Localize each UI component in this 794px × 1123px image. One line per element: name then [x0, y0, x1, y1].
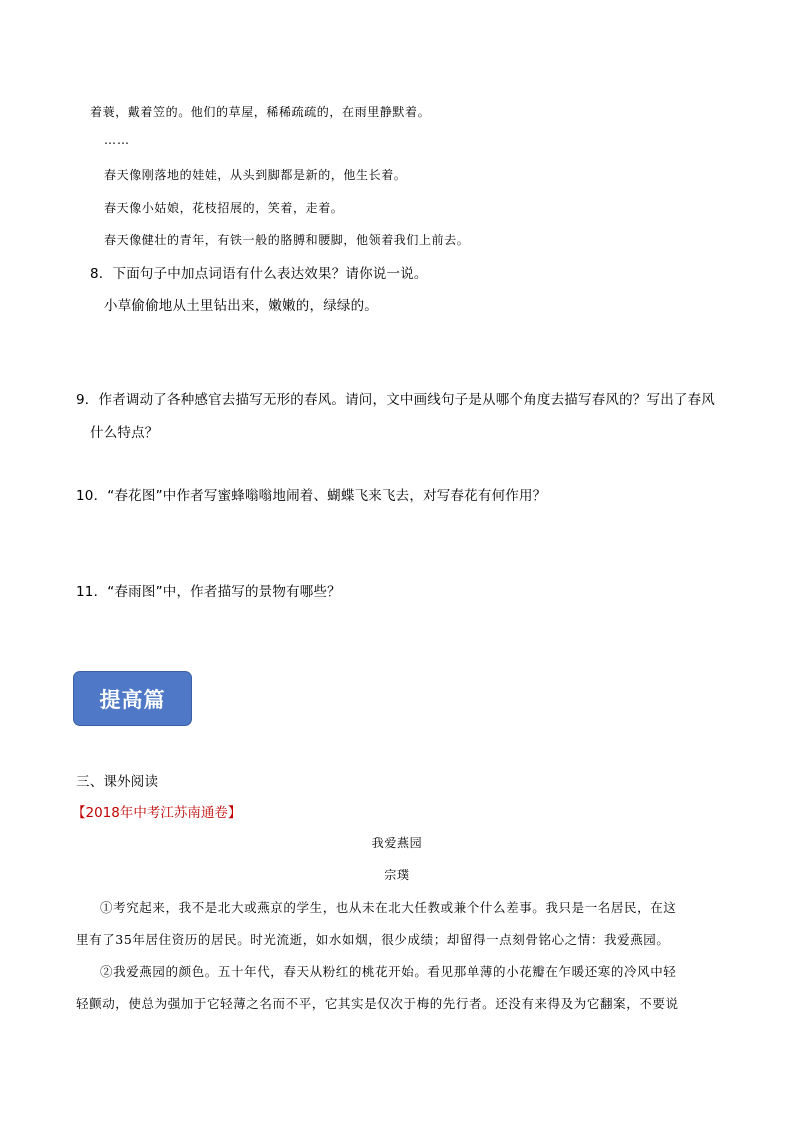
- question-8-sentence: 小草偷偷地从土里钻出来，嫩嫩的，绿绿的。: [104, 298, 378, 314]
- passage-ellipsis: ……: [104, 133, 130, 147]
- article-title: 我爱燕园: [371, 836, 423, 850]
- question-11: 11．“春雨图”中，作者描写的景物有哪些？: [76, 584, 341, 600]
- paragraph-2-line-2: 轻颤动，使总为强加于它轻薄之名而不平，它其实是仅次于梅的先行者。还没有来得及为它翻案，不要说: [76, 996, 679, 1011]
- paragraph-1-line-1: ①考究起来，我不是北大或燕京的学生，也从未在北大任教或兼个什么差事。我只是一名居民，在这: [100, 900, 677, 915]
- question-9-line-1: 9．作者调动了各种感官去描写无形的春风。请问，文中画线句子是从哪个角度去描写春风的？写出了春风: [76, 392, 715, 408]
- paragraph-1-line-2: 里有了35年居住资历的居民。时光流逝，如水如烟，很少成绩；却留得一点刻骨铭心之情：我爱燕园。: [76, 932, 670, 947]
- passage-line-2: 春天像刚落地的娃娃，从头到脚都是新的，他生长着。: [104, 168, 407, 182]
- passage-line-4: 春天像健壮的青年，有铁一般的胳膊和腰脚，他领着我们上前去。: [104, 233, 470, 247]
- passage-line-1: 着蓑，戴着笠的。他们的草屋，稀稀疏疏的，在雨里静默着。: [90, 105, 431, 119]
- source-tag: 【2018年中考江苏南通卷】: [72, 805, 242, 821]
- section-badge: 提高篇: [73, 671, 192, 726]
- passage-line-3: 春天像小姑娘，花枝招展的，笑着，走着。: [104, 201, 344, 215]
- question-10: 10．“春花图”中作者写蜜蜂嗡嗡地闹着、蝴蝶飞来飞去，对写春花有何作用？: [76, 488, 547, 504]
- question-9-line-2: 什么特点？: [90, 425, 159, 441]
- article-author: 宗璞: [384, 868, 410, 882]
- section-heading: 三、课外阅读: [76, 774, 159, 790]
- paragraph-2-line-1: ②我爱燕园的颜色。五十年代，春天从粉红的桃花开始。看见那单薄的小花瓣在乍暖还寒的冷风中轻: [100, 964, 677, 979]
- question-8: 8．下面句子中加点词语有什么表达效果？请你说一说。: [90, 266, 428, 282]
